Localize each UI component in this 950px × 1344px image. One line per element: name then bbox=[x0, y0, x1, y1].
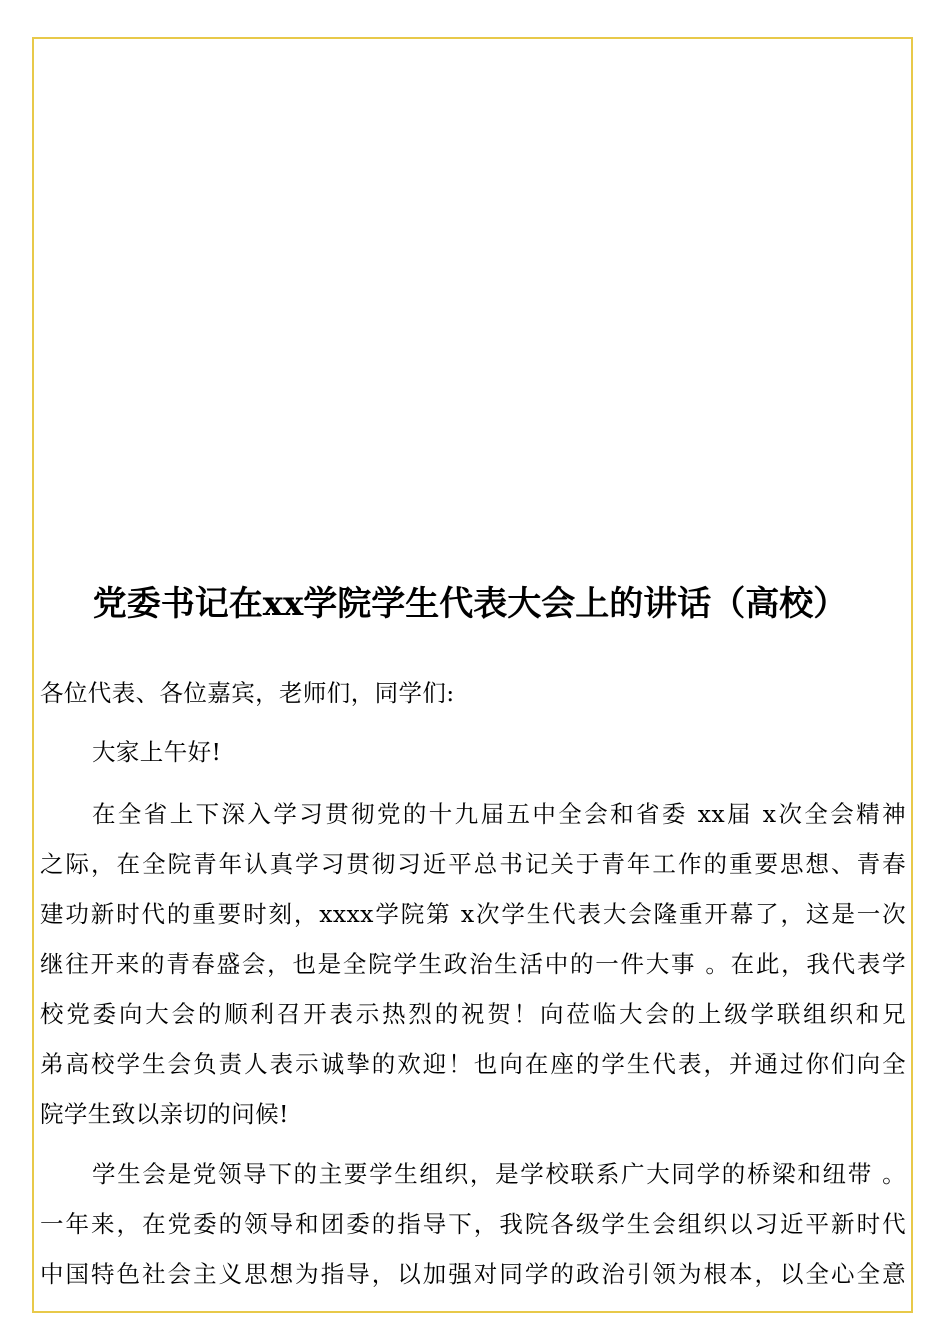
paragraph1-line6: 弟高校学生会负责人表示诚挚的欢迎！也向在座的学生代表，并通过你们向全 bbox=[40, 1050, 906, 1078]
document-title: 党委书记在xx学院学生代表大会上的讲话（高校） bbox=[92, 584, 848, 624]
paragraph1-line4: 继往开来的青春盛会，也是全院学生政治生活中的一件大事 。在此，我代表学 bbox=[40, 950, 906, 978]
salutation: 各位代表、各位嘉宾，老师们，同学们: bbox=[40, 679, 455, 707]
greeting: 大家上午好! bbox=[92, 738, 222, 766]
paragraph1-line7: 院学生致以亲切的问候! bbox=[40, 1100, 289, 1128]
paragraph1-line2: 之际，在全院青年认真学习贯彻习近平总书记关于青年工作的重要思想、青春 bbox=[40, 850, 906, 878]
paragraph2-line3: 中国特色社会主义思想为指导，以加强对同学的政治引领为根本，以全心全意 bbox=[40, 1260, 906, 1288]
paragraph2-line1: 学生会是党领导下的主要学生组织，是学校联系广大同学的桥梁和纽带 。 bbox=[92, 1160, 906, 1188]
paragraph1-line5: 校党委向大会的顺利召开表示热烈的祝贺！向莅临大会的上级学联组织和兄 bbox=[40, 1000, 906, 1028]
paragraph1-line1: 在全省上下深入学习贯彻党的十九届五中全会和省委 xx届 x次全会精神 bbox=[92, 800, 906, 828]
paragraph1-line3: 建功新时代的重要时刻，xxxx学院第 x次学生代表大会隆重开幕了，这是一次 bbox=[40, 900, 906, 928]
paragraph2-line2: 一年来，在党委的领导和团委的指导下，我院各级学生会组织以习近平新时代 bbox=[40, 1210, 906, 1238]
